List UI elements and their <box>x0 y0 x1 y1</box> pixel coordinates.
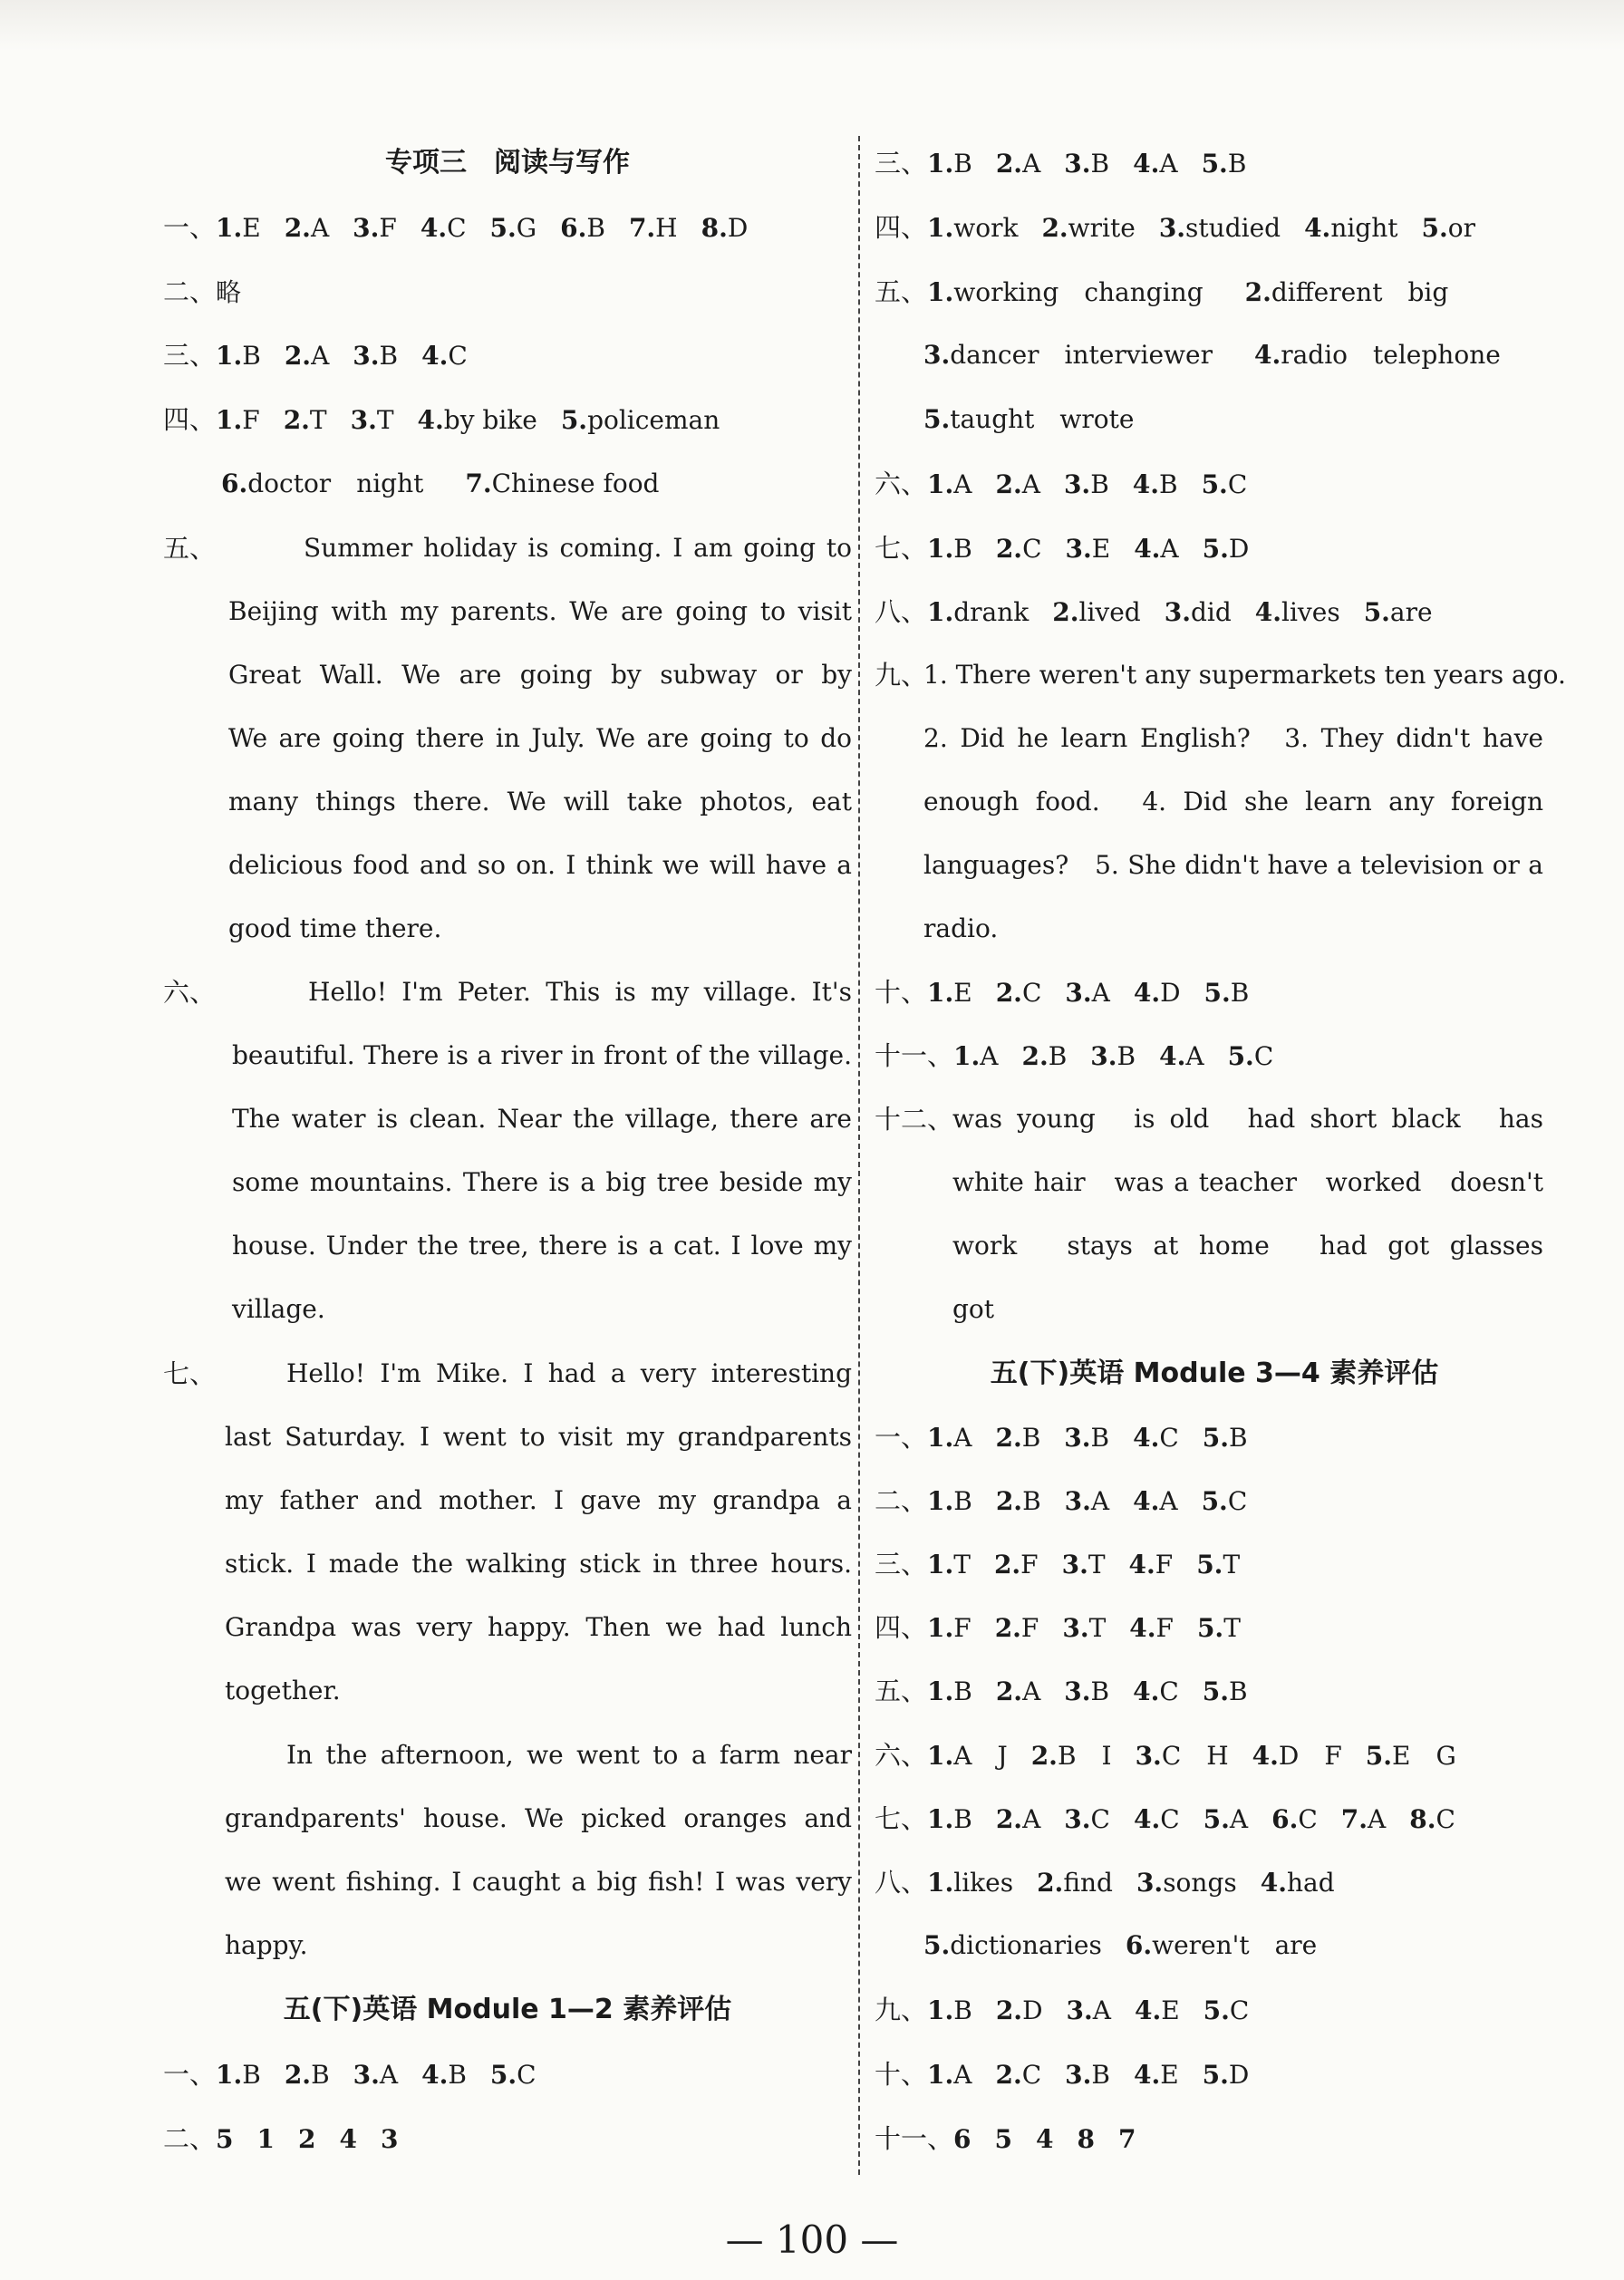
answer-item: 2.C <box>995 2060 1042 2090</box>
answer-item: 1.drank <box>927 597 1030 627</box>
section-label: 二、 <box>163 2123 217 2154</box>
answer-row-3 <box>163 324 468 387</box>
passage-line: my father and mother. I gave my grandpa a <box>225 1485 852 1515</box>
answer-row-r3 <box>875 131 1246 195</box>
passage-line: many things there. We will take photos, eat <box>228 787 852 816</box>
answer-item: 3.C H <box>1135 1741 1229 1771</box>
passage-line: Beijing with my parents. We are going to visit <box>228 596 852 626</box>
answer-item: 2.lived <box>1052 597 1141 627</box>
answer-item: 1.F <box>216 405 260 435</box>
passage-line: together. <box>225 1676 341 1705</box>
answer-item: 4.A <box>1134 534 1179 564</box>
passage-line: beautiful. There is a river in front of the village. <box>232 1040 852 1070</box>
passage-line: village. <box>232 1294 325 1324</box>
answer-item: 1.A <box>953 1041 999 1071</box>
answer-item: 7.A <box>1340 1804 1387 1834</box>
answer-item: 5.B <box>1201 149 1247 179</box>
answer-row-4b <box>221 452 659 516</box>
answer-item: 1.F <box>927 1613 972 1643</box>
passage-line: delicious food and so on. I think we will have a <box>228 850 852 880</box>
answer-item: 3.B <box>1065 2060 1110 2090</box>
answer-row-4 <box>163 388 720 451</box>
passage-line: Great Wall. We are going by subway or by <box>228 660 852 690</box>
answer-item: 1.T <box>927 1550 971 1580</box>
passage-line: In the afternoon, we went to a farm near <box>286 1740 852 1770</box>
answer-item: 3.B <box>353 341 399 371</box>
answer-item: 4.C <box>420 213 467 243</box>
answer-item: 5.C <box>489 2060 536 2090</box>
passage-line: white hair was a teacher worked doesn't <box>952 1167 1543 1197</box>
answer-row-r7 <box>875 517 1249 580</box>
answer-item: 6.weren't are <box>1125 1930 1318 1960</box>
answer-row-m9 <box>875 1978 1249 2042</box>
answer-item: 6.B <box>560 213 605 243</box>
answer-item: 5.T <box>1196 1550 1241 1580</box>
answer-item: 3.C <box>1064 1804 1110 1834</box>
section-label: 九、 <box>875 1995 928 2025</box>
answer-item: 2.C <box>995 978 1042 1008</box>
answer-item: 4.A <box>1133 149 1178 179</box>
answer-item: 1.B <box>927 1676 972 1706</box>
answer-item: 5.dictionaries <box>923 1930 1102 1960</box>
answer-item: 1.B <box>927 1804 972 1834</box>
answer-item: 2.B <box>284 2060 330 2090</box>
passage-line: Hello! I'm Mike. I had a very interesting <box>286 1358 852 1388</box>
order-number: 5 <box>216 2124 234 2154</box>
section-label: 十二、 <box>875 1104 954 1135</box>
order-number: 4 <box>1035 2124 1054 2154</box>
answer-item: 4.B <box>1132 469 1178 499</box>
section-label: 七、 <box>875 533 928 564</box>
passage-line: We are going there in July. We are going to do <box>228 723 852 753</box>
order-number: 8 <box>1077 2124 1095 2154</box>
answer-item: 5.B <box>1202 1423 1248 1453</box>
answer-item: 2.T <box>283 405 327 435</box>
passage-line: 1. There weren't any supermarkets ten years ago. <box>923 660 1566 690</box>
answer-item: 2.A <box>995 149 1041 179</box>
answer-item: 1.E <box>216 213 261 243</box>
section-heading: 五(下)英语 Module 3—4 素养评估 <box>990 1357 1439 1389</box>
section-heading: 专项三 阅读与写作 <box>385 147 630 179</box>
answer-item: 2.B I <box>1030 1741 1112 1771</box>
answer-item: 5.C <box>1201 469 1248 499</box>
order-number: 3 <box>380 2124 399 2154</box>
answer-row-m8 <box>875 1850 1335 1914</box>
answer-item: 1.B <box>927 149 972 179</box>
answer-item: 8.D <box>701 213 749 243</box>
answer-item: 5.B <box>1204 978 1250 1008</box>
passage-line: Summer holiday is coming. I am going to <box>304 533 852 563</box>
passage-line: good time there. <box>228 913 442 943</box>
section-label: 十一、 <box>875 2123 954 2154</box>
section-label: 八、 <box>875 1867 928 1898</box>
answer-row-t1 <box>163 2043 536 2106</box>
section-label: 五、 <box>163 533 217 564</box>
order-number: 2 <box>297 2124 316 2154</box>
passage-line: was young is old had short black has <box>952 1104 1543 1134</box>
answer-item: 2.A <box>284 213 330 243</box>
passage-line: work stays at home had got glasses <box>952 1231 1543 1261</box>
answer-item: 3.A <box>1064 1486 1110 1516</box>
answer-row-m6 <box>875 1724 1456 1787</box>
answer-item: 4.night <box>1304 213 1398 243</box>
order-number: 5 <box>994 2124 1012 2154</box>
section-label: 二、 <box>875 1485 928 1516</box>
answer-item: 4.had <box>1260 1868 1335 1898</box>
answer-item: 1.B <box>927 1995 972 2025</box>
section-label: 一、 <box>875 1422 928 1453</box>
passage-line: Grandpa was very happy. Then we had lunch <box>225 1612 852 1642</box>
answer-item: 2.D <box>995 1995 1043 2025</box>
answer-item: 1.A <box>927 469 972 499</box>
section-label: 三、 <box>875 1549 928 1580</box>
section-label: 七、 <box>163 1358 217 1389</box>
answer-item: 7.Chinese food <box>465 469 660 498</box>
answer-item: 2.C <box>995 534 1042 564</box>
answer-item: 5.C <box>1227 1041 1274 1071</box>
answer-item: 5.C <box>1203 1995 1250 2025</box>
answer-item: 3.did <box>1164 597 1232 627</box>
answer-row-r4 <box>875 196 1475 259</box>
passage-line: got <box>952 1294 995 1324</box>
answer-item: 1.likes <box>927 1868 1014 1898</box>
answer-row-t2 <box>163 2107 398 2170</box>
section-label: 十、 <box>875 977 928 1008</box>
passage-line: Hello! I'm Peter. This is my village. It's <box>308 977 852 1007</box>
answer-row-2 <box>163 260 241 324</box>
answer-row-r11 <box>875 1024 1273 1087</box>
answer-row-m5 <box>875 1659 1248 1723</box>
answer-item: 1.E <box>927 978 972 1008</box>
answer-item: 1.B <box>927 1486 972 1516</box>
answer-item: 4.C <box>421 341 468 371</box>
answer-item: 2.B <box>995 1423 1041 1453</box>
order-number: 6 <box>953 2124 972 2154</box>
page-number: — 100 — <box>725 2217 899 2262</box>
answer-item: 4.E <box>1133 2060 1179 2090</box>
answer-row-m8b <box>923 1914 1317 1977</box>
answer-item: 4.radio telephone <box>1253 340 1501 370</box>
answer-item: 2.B <box>1021 1041 1068 1071</box>
answer-item: 2.F <box>994 1613 1039 1643</box>
answer-row-m11 <box>875 2107 1136 2170</box>
section-label: 四、 <box>875 1612 928 1643</box>
answer-item: 5.D <box>1202 534 1250 564</box>
answer-item: 4.A <box>1159 1041 1204 1071</box>
section-label: 一、 <box>163 2059 217 2090</box>
column-divider <box>858 136 860 2175</box>
answer-item: 2.find <box>1037 1868 1113 1898</box>
answer-item: 5.or <box>1421 213 1475 243</box>
answer-row-r6 <box>875 452 1247 516</box>
answer-item: 2.A <box>995 469 1040 499</box>
answer-item: 5.A <box>1203 1804 1249 1834</box>
answer-item: 3.A <box>1066 1995 1111 2025</box>
answer-item: 6.C <box>1271 1804 1318 1834</box>
answer-item: 4.by bike <box>417 405 537 435</box>
answer-item: 4.E <box>1134 1995 1180 2025</box>
answer-row-r8 <box>875 580 1433 643</box>
section-label: 五、 <box>875 1676 928 1706</box>
answer-item: 2.F <box>993 1550 1039 1580</box>
answer-item: 4.C <box>1133 1676 1179 1706</box>
answer-row-m3 <box>875 1532 1240 1596</box>
answer-item: 4.D <box>1133 978 1181 1008</box>
answer-row-m2 <box>875 1469 1247 1532</box>
section-label: 二、 <box>163 276 217 307</box>
answer-item: 3.B <box>1064 149 1110 179</box>
answer-row-r10 <box>875 961 1249 1024</box>
answer-item: 8.C <box>1409 1804 1455 1834</box>
answer-item: 1.A J <box>927 1741 1008 1771</box>
answer-item: 5.G <box>489 213 537 243</box>
answer-item: 3.B <box>1090 1041 1136 1071</box>
answer-row-m10 <box>875 2043 1249 2106</box>
passage-line: happy. <box>225 1930 308 1960</box>
answer-item: 5.taught wrote <box>923 404 1135 434</box>
section-label: 四、 <box>163 404 217 435</box>
answer-item: 4.D F <box>1252 1741 1342 1771</box>
passage-line: radio. <box>923 913 999 943</box>
answer-item: 1.B <box>927 534 972 564</box>
passage-line: stick. I made the walking stick in three hours. <box>225 1549 852 1579</box>
passage-line: last Saturday. I went to visit my grandparents <box>225 1422 852 1452</box>
answer-item: 1.A <box>927 2060 972 2090</box>
answer-item: 4.A <box>1133 1486 1178 1516</box>
passage-line: 2. Did he learn English? 3. They didn't have <box>923 723 1543 753</box>
answer-item: 1.B <box>216 341 261 371</box>
section-label: 三、 <box>875 148 928 179</box>
answer-row-m1 <box>875 1406 1248 1469</box>
answer-item: 4.C <box>1133 1423 1179 1453</box>
answer-item: 2.A <box>995 1804 1041 1834</box>
answer-item: 5.T <box>1196 1613 1241 1643</box>
section-label: 十、 <box>875 2059 928 2090</box>
answer-item: 1.B <box>216 2060 261 2090</box>
section-label: 一、 <box>163 212 217 243</box>
answer-row-m7 <box>875 1787 1455 1850</box>
order-number: 7 <box>1117 2124 1136 2154</box>
answer-item: 3.E <box>1065 534 1111 564</box>
answer-item: 3.T <box>1061 1550 1106 1580</box>
answer-item: 6.doctor night <box>221 469 424 498</box>
answer-item: 5.D <box>1202 2060 1250 2090</box>
section-label: 三、 <box>163 340 217 371</box>
passage-line: house. Under the tree, there is a cat. I love my <box>232 1231 852 1261</box>
order-number: 4 <box>339 2124 357 2154</box>
answer-item: 4.B <box>421 2060 467 2090</box>
answer-item: 5.E G <box>1365 1741 1456 1771</box>
answer-item: 1.work <box>927 213 1019 243</box>
answer-row-r5c <box>923 388 1134 451</box>
section-label: 九、 <box>875 660 928 691</box>
passage-line: The water is clean. Near the village, there are <box>232 1104 852 1134</box>
order-number: 1 <box>256 2124 275 2154</box>
section-label: 五、 <box>875 276 928 307</box>
answer-item: 4.F <box>1129 1613 1174 1643</box>
section-label: 六、 <box>875 1740 928 1771</box>
answer-item: 7.H <box>628 213 678 243</box>
passage-line: some mountains. There is a big tree beside my <box>232 1167 852 1197</box>
answer-item: 1.working changing <box>927 277 1204 307</box>
answer-item: 5.are <box>1363 597 1433 627</box>
answer-item: 3.A <box>353 2060 399 2090</box>
answer-row-r5b <box>923 324 1501 387</box>
passage-line: grandparents' house. We picked oranges and <box>225 1803 852 1833</box>
answer-item: 2.write <box>1041 213 1136 243</box>
section-label: 十一、 <box>875 1040 954 1071</box>
answer-item: 3.T <box>350 405 394 435</box>
answer-row-r5 <box>875 260 1448 324</box>
answer-item: 5.C <box>1201 1486 1248 1516</box>
answer-item: 4.F <box>1128 1550 1174 1580</box>
answer-item: 1.A <box>927 1423 972 1453</box>
passage-line: enough food. 4. Did she learn any foreign <box>923 787 1543 816</box>
section-label: 八、 <box>875 596 928 627</box>
passage-line: languages? 5. She didn't have a television or a <box>923 850 1543 880</box>
answer-item: 5.B <box>1202 1676 1248 1706</box>
answer-row-m4 <box>875 1596 1241 1659</box>
passage-line: we went fishing. I caught a big fish! I was very <box>225 1867 852 1897</box>
answer-item: 2.A <box>284 341 330 371</box>
answer-item: 3.B <box>1063 469 1109 499</box>
section-heading: 五(下)英语 Module 1—2 素养评估 <box>283 1994 732 2025</box>
answer-item: 3.dancer interviewer <box>923 340 1213 370</box>
section-label: 七、 <box>875 1803 928 1834</box>
answer-item: 3.T <box>1062 1613 1107 1643</box>
answer-item: 2.A <box>995 1676 1041 1706</box>
answer-item: 2.different big <box>1244 277 1449 307</box>
answer-item: 3.F <box>353 213 397 243</box>
answer-item: 3.B <box>1064 1676 1110 1706</box>
answer-item: 4.C <box>1133 1804 1180 1834</box>
page-top-shade <box>0 0 1624 51</box>
answer-item: 3.B <box>1064 1423 1110 1453</box>
answer-item: 4.lives <box>1254 597 1340 627</box>
answer-item: 2.B <box>995 1486 1041 1516</box>
section-label: 六、 <box>875 469 928 499</box>
answer-item: 3.studied <box>1158 213 1281 243</box>
answer-item: 3.songs <box>1136 1868 1237 1898</box>
section-label: 四、 <box>875 212 928 243</box>
answer-row-1 <box>163 196 748 259</box>
section-label: 六、 <box>163 977 217 1008</box>
answer-item: 5.policeman <box>560 405 720 435</box>
answer-text: 略 <box>216 277 242 307</box>
answer-item: 3.A <box>1065 978 1110 1008</box>
